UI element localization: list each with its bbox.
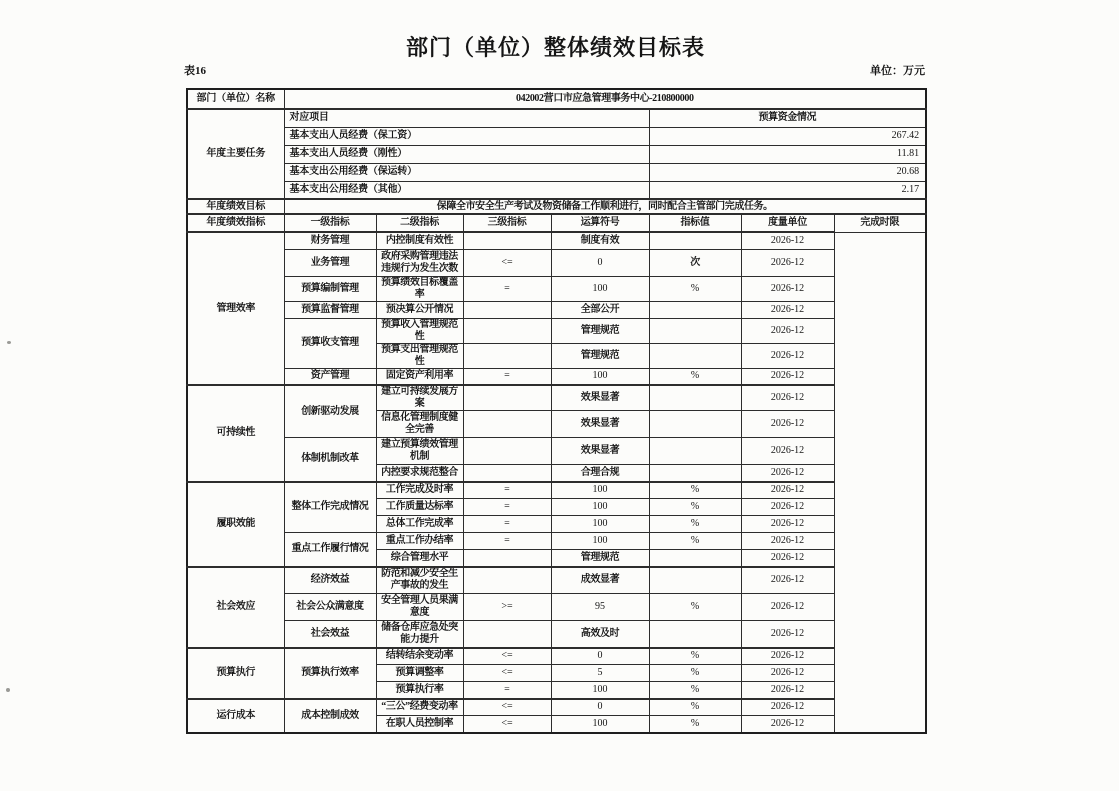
task-amount-cell: 20.68 — [649, 163, 926, 181]
indicator-row — [187, 594, 926, 621]
value-cell: 5 — [551, 665, 649, 682]
op-cell — [463, 621, 551, 648]
l3-cell: 储备仓库应急处突能力提升 — [376, 621, 463, 648]
time-cell: 2026-12 — [741, 499, 834, 516]
l3-cell: 内控制度有效性 — [376, 232, 463, 249]
annual-goal-text: 保障全市安全生产考试及物资储备工作顺利进行，同时配合主管部门完成任务。 — [284, 199, 926, 214]
indicator-row — [187, 385, 926, 411]
l3-cell: 预算执行率 — [376, 682, 463, 699]
l1-cell: 运行成本 — [187, 699, 284, 733]
l1-cell: 管理效率 — [187, 232, 284, 385]
unit-note: 单位：万元 — [870, 65, 925, 77]
time-cell: 2026-12 — [741, 682, 834, 699]
value-cell: 管理规范 — [551, 318, 649, 343]
l3-cell: 政府采购管理违法违规行为发生次数 — [376, 249, 463, 276]
indicator-row — [187, 438, 926, 465]
time-cell: 2026-12 — [741, 550, 834, 567]
l2-cell: 资产管理 — [284, 368, 376, 385]
l3-cell: 工作质量达标率 — [376, 499, 463, 516]
unit-cell: % — [649, 482, 741, 499]
op-cell — [463, 567, 551, 594]
value-cell: 100 — [551, 716, 649, 733]
unit-cell: % — [649, 499, 741, 516]
op-cell: >= — [463, 594, 551, 621]
unit-cell — [649, 550, 741, 567]
indicator-row — [187, 249, 926, 276]
time-cell: 2026-12 — [741, 621, 834, 648]
l2-cell: 体制机制改革 — [284, 438, 376, 482]
l2-cell: 财务管理 — [284, 232, 376, 249]
indicator-row — [187, 533, 926, 550]
unit-cell — [649, 343, 741, 368]
op-cell: <= — [463, 665, 551, 682]
dept-name-value: 042002营口市应急管理事务中心-210800000 — [284, 89, 926, 109]
l2-cell: 重点工作履行情况 — [284, 533, 376, 567]
l3-cell: 总体工作完成率 — [376, 516, 463, 533]
time-cell: 2026-12 — [741, 716, 834, 733]
op-cell: = — [463, 682, 551, 699]
op-cell: <= — [463, 716, 551, 733]
l2-cell: 创新驱动发展 — [284, 385, 376, 438]
l3-cell: 综合管理水平 — [376, 550, 463, 567]
time-cell: 2026-12 — [741, 385, 834, 411]
l2-cell: 经济效益 — [284, 567, 376, 594]
value-cell: 0 — [551, 249, 649, 276]
time-cell: 2026-12 — [741, 318, 834, 343]
time-cell: 2026-12 — [741, 699, 834, 716]
table-number: 表16 — [184, 65, 206, 77]
value-cell: 100 — [551, 516, 649, 533]
unit-cell — [649, 621, 741, 648]
indicator-row — [187, 232, 926, 249]
task-amount-cell: 2.17 — [649, 181, 926, 199]
value-cell: 95 — [551, 594, 649, 621]
op-cell: = — [463, 499, 551, 516]
op-cell: = — [463, 533, 551, 550]
tasks-section-label: 年度主要任务 — [187, 109, 284, 199]
value-cell: 100 — [551, 499, 649, 516]
time-cell: 2026-12 — [741, 482, 834, 499]
dept-name-label: 部门（单位）名称 — [187, 89, 284, 109]
unit-cell: % — [649, 594, 741, 621]
op-cell — [463, 465, 551, 482]
value-cell: 100 — [551, 276, 649, 301]
value-cell: 效果显著 — [551, 385, 649, 411]
indicator-row — [187, 276, 926, 301]
l3-cell: 预算支出管理规范性 — [376, 343, 463, 368]
indicator-header-row — [187, 214, 926, 232]
unit-cell — [649, 567, 741, 594]
time-cell: 2026-12 — [741, 665, 834, 682]
op-cell: = — [463, 276, 551, 301]
l2-cell: 预算编制管理 — [284, 276, 376, 301]
l2-cell: 整体工作完成情况 — [284, 482, 376, 533]
indicator-row — [187, 301, 926, 318]
value-cell: 0 — [551, 648, 649, 665]
dept-name-row — [187, 89, 926, 109]
l2-cell: 预算收支管理 — [284, 318, 376, 368]
unit-cell: % — [649, 648, 741, 665]
time-cell: 2026-12 — [741, 465, 834, 482]
unit-cell — [649, 465, 741, 482]
op-cell: <= — [463, 249, 551, 276]
task-row — [187, 145, 926, 163]
time-cell: 2026-12 — [741, 301, 834, 318]
value-cell: 100 — [551, 482, 649, 499]
indicator-row — [187, 648, 926, 665]
col-header-deadline: 完成时限 — [834, 214, 926, 232]
indicator-row — [187, 368, 926, 385]
annual-goal-label: 年度绩效目标 — [187, 199, 284, 214]
indicator-row — [187, 699, 926, 716]
l3-cell: 信息化管理制度健全完善 — [376, 411, 463, 438]
table-meta-row — [184, 62, 925, 78]
l3-cell: 重点工作办结率 — [376, 533, 463, 550]
l2-cell: 社会效益 — [284, 621, 376, 648]
value-cell: 100 — [551, 682, 649, 699]
scan-artifact — [6, 688, 10, 692]
unit-cell — [649, 232, 741, 249]
task-item-cell: 基本支出人员经费（刚性） — [284, 145, 649, 163]
l3-cell: 工作完成及时率 — [376, 482, 463, 499]
value-cell: 制度有效 — [551, 232, 649, 249]
time-cell: 2026-12 — [741, 249, 834, 276]
unit-cell — [649, 411, 741, 438]
l1-cell: 社会效应 — [187, 567, 284, 648]
op-cell: = — [463, 482, 551, 499]
op-cell: = — [463, 368, 551, 385]
value-cell: 高效及时 — [551, 621, 649, 648]
time-cell: 2026-12 — [741, 411, 834, 438]
l3-cell: 预算收入管理规范性 — [376, 318, 463, 343]
indicator-row — [187, 621, 926, 648]
unit-cell: % — [649, 665, 741, 682]
op-cell — [463, 232, 551, 249]
value-cell: 成效显著 — [551, 567, 649, 594]
l3-cell: 防范和减少安全生产事故的发生 — [376, 567, 463, 594]
op-cell — [463, 411, 551, 438]
l3-cell: 内控要求规范整合 — [376, 465, 463, 482]
value-cell: 合理合规 — [551, 465, 649, 482]
annual-goal-row — [187, 199, 926, 214]
l2-cell: 预算执行效率 — [284, 648, 376, 699]
value-cell: 效果显著 — [551, 438, 649, 465]
l3-cell: 结转结余变动率 — [376, 648, 463, 665]
scan-artifact — [7, 341, 11, 344]
op-cell — [463, 343, 551, 368]
performance-target-table — [186, 88, 927, 734]
indicator-section-label: 年度绩效指标 — [187, 214, 284, 232]
annual-tasks-section — [187, 109, 926, 199]
op-cell — [463, 318, 551, 343]
value-cell: 效果显著 — [551, 411, 649, 438]
l3-cell: 预决算公开情况 — [376, 301, 463, 318]
l2-cell: 业务管理 — [284, 249, 376, 276]
indicator-row — [187, 318, 926, 343]
unit-cell — [649, 318, 741, 343]
value-cell: 管理规范 — [551, 550, 649, 567]
l3-cell: 固定资产利用率 — [376, 368, 463, 385]
task-header-row — [187, 109, 926, 127]
time-cell: 2026-12 — [741, 533, 834, 550]
time-cell: 2026-12 — [741, 648, 834, 665]
l3-cell: 在职人员控制率 — [376, 716, 463, 733]
l3-cell: 预算绩效目标覆盖率 — [376, 276, 463, 301]
indicator-row — [187, 567, 926, 594]
op-cell — [463, 301, 551, 318]
col-header-level3: 三级指标 — [463, 214, 551, 232]
unit-cell: % — [649, 516, 741, 533]
task-amount-cell: 267.42 — [649, 127, 926, 145]
page-title: 部门（单位）整体绩效目标表 — [405, 35, 705, 60]
value-cell: 0 — [551, 699, 649, 716]
task-item-header-cell: 对应项目 — [284, 109, 649, 127]
task-amount-cell: 11.81 — [649, 145, 926, 163]
time-cell: 2026-12 — [741, 232, 834, 249]
indicator-rows-section — [187, 232, 926, 733]
time-cell: 2026-12 — [741, 438, 834, 465]
l2-cell: 成本控制成效 — [284, 699, 376, 733]
task-row — [187, 181, 926, 199]
l1-cell: 履职效能 — [187, 482, 284, 567]
time-cell: 2026-12 — [741, 343, 834, 368]
task-row — [187, 163, 926, 181]
op-cell: = — [463, 516, 551, 533]
col-header-level1: 一级指标 — [284, 214, 376, 232]
time-cell: 2026-12 — [741, 276, 834, 301]
unit-cell — [649, 301, 741, 318]
value-cell: 管理规范 — [551, 343, 649, 368]
col-header-operator: 运算符号 — [551, 214, 649, 232]
l3-cell: “三公”经费变动率 — [376, 699, 463, 716]
unit-cell — [649, 438, 741, 465]
l3-cell: 建立预算绩效管理机制 — [376, 438, 463, 465]
unit-cell: 次 — [649, 249, 741, 276]
l3-cell: 建立可持续发展方案 — [376, 385, 463, 411]
l1-cell: 可持续性 — [187, 385, 284, 482]
unit-cell: % — [649, 699, 741, 716]
l3-cell: 安全管理人员果满意度 — [376, 594, 463, 621]
time-cell: 2026-12 — [741, 516, 834, 533]
col-header-value: 指标值 — [649, 214, 741, 232]
task-item-cell: 基本支出公用经费（其他） — [284, 181, 649, 199]
indicator-row — [187, 482, 926, 499]
l2-cell: 预算监督管理 — [284, 301, 376, 318]
l1-cell: 预算执行 — [187, 648, 284, 699]
op-cell — [463, 550, 551, 567]
col-header-unit: 度量单位 — [741, 214, 834, 232]
task-item-cell: 基本支出人员经费（保工资） — [284, 127, 649, 145]
task-budget-header-cell: 预算资金情况 — [649, 109, 926, 127]
unit-cell: % — [649, 276, 741, 301]
unit-cell: % — [649, 716, 741, 733]
task-item-cell: 基本支出公用经费（保运转） — [284, 163, 649, 181]
task-row — [187, 127, 926, 145]
col-header-level2: 二级指标 — [376, 214, 463, 232]
op-cell: <= — [463, 699, 551, 716]
unit-cell: % — [649, 368, 741, 385]
l3-cell: 预算调整率 — [376, 665, 463, 682]
time-cell: 2026-12 — [741, 567, 834, 594]
op-cell — [463, 385, 551, 411]
value-cell: 100 — [551, 368, 649, 385]
unit-cell: % — [649, 682, 741, 699]
value-cell: 全部公开 — [551, 301, 649, 318]
unit-cell: % — [649, 533, 741, 550]
op-cell: <= — [463, 648, 551, 665]
time-cell: 2026-12 — [741, 594, 834, 621]
op-cell — [463, 438, 551, 465]
unit-cell — [649, 385, 741, 411]
time-cell: 2026-12 — [741, 368, 834, 385]
l2-cell: 社会公众满意度 — [284, 594, 376, 621]
value-cell: 100 — [551, 533, 649, 550]
